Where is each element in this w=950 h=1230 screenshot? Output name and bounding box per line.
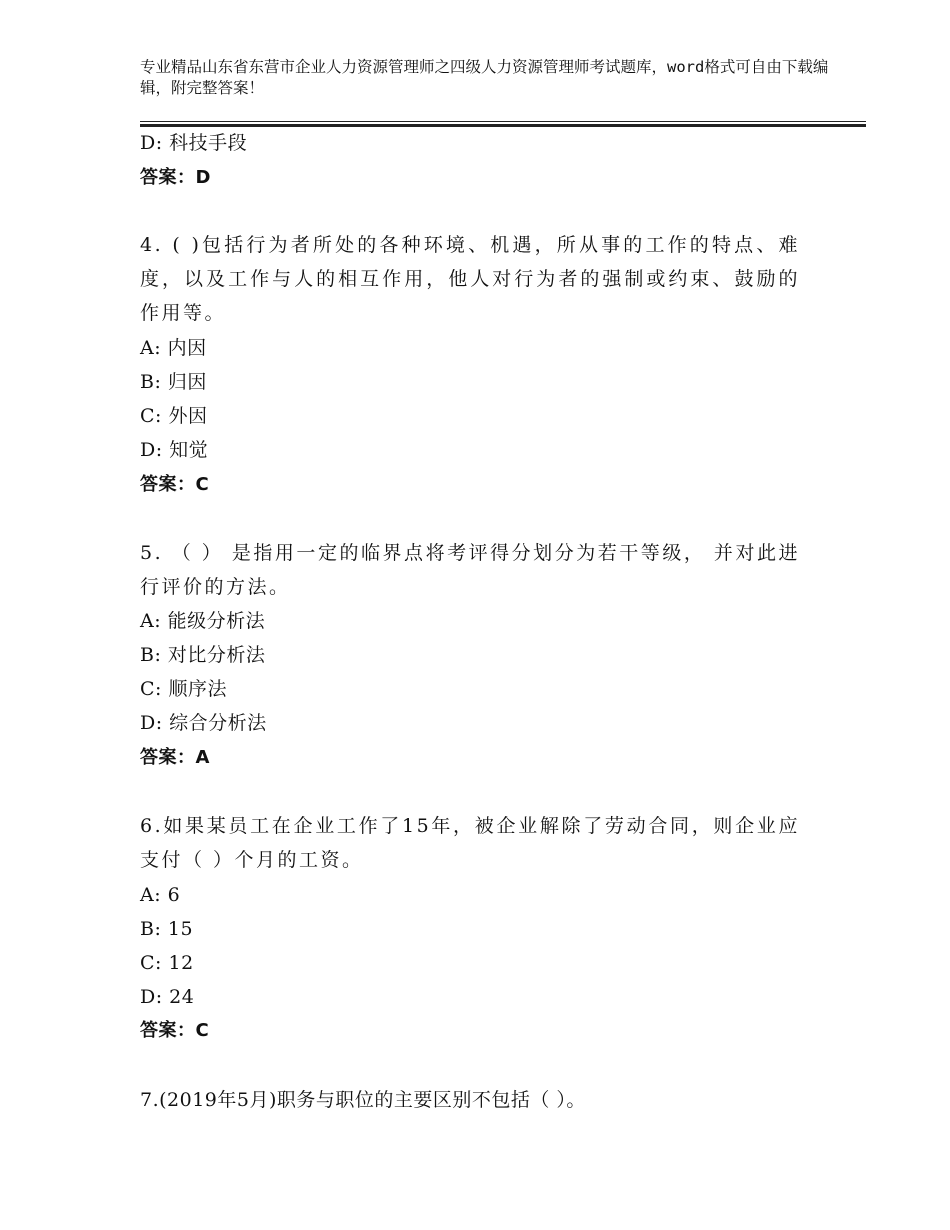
q5-option-c: C: 顺序法 bbox=[140, 678, 227, 700]
q5-text: 5. （ ） 是指用一定的临界点将考评得分划分为若干等级， 并对此进行评价的方法。 bbox=[140, 542, 800, 598]
q4-option-b: B: 归因 bbox=[140, 371, 207, 393]
q6-option-d: D: 24 bbox=[140, 986, 195, 1008]
q7-text: 7.(2019年5月)职务与职位的主要区别不包括（ ）。 bbox=[140, 1089, 586, 1111]
q5-option-a: A: 能级分析法 bbox=[140, 610, 266, 632]
q5-answer: 答案：A bbox=[140, 747, 210, 768]
q4-text: 4. ( )包括行为者所处的各种环境、机遇，所从事的工作的特点、难度，以及工作与人的相互作用，他人对行为者的强制或约束、鼓励的作用等。 bbox=[140, 234, 800, 324]
q3-option-d: D: 科技手段 bbox=[140, 132, 248, 154]
q6-option-b: B: 15 bbox=[140, 918, 194, 940]
document-header: 专业精品山东省东营市企业人力资源管理师之四级人力资源管理师考试题库，word格式可自由下载编辑，附完整答案！ bbox=[140, 58, 829, 97]
header-rule-thin bbox=[140, 121, 866, 122]
q5-option-b: B: 对比分析法 bbox=[140, 644, 266, 666]
q4-option-c: C: 外因 bbox=[140, 405, 208, 427]
q6-option-c: C: 12 bbox=[140, 952, 194, 974]
q3-answer: 答案：D bbox=[140, 167, 211, 188]
q4-option-a: A: 内因 bbox=[140, 337, 207, 359]
q6-option-a: A: 6 bbox=[140, 884, 181, 906]
q4-answer: 答案：C bbox=[140, 474, 210, 495]
q4-option-d: D: 知觉 bbox=[140, 439, 209, 461]
header-rule-thick bbox=[140, 124, 866, 127]
q5-option-d: D: 综合分析法 bbox=[140, 712, 267, 734]
q6-answer: 答案：C bbox=[140, 1020, 210, 1041]
q6-text: 6.如果某员工在企业工作了15年，被企业解除了劳动合同，则企业应支付（ ）个月的工资。 bbox=[140, 815, 800, 871]
